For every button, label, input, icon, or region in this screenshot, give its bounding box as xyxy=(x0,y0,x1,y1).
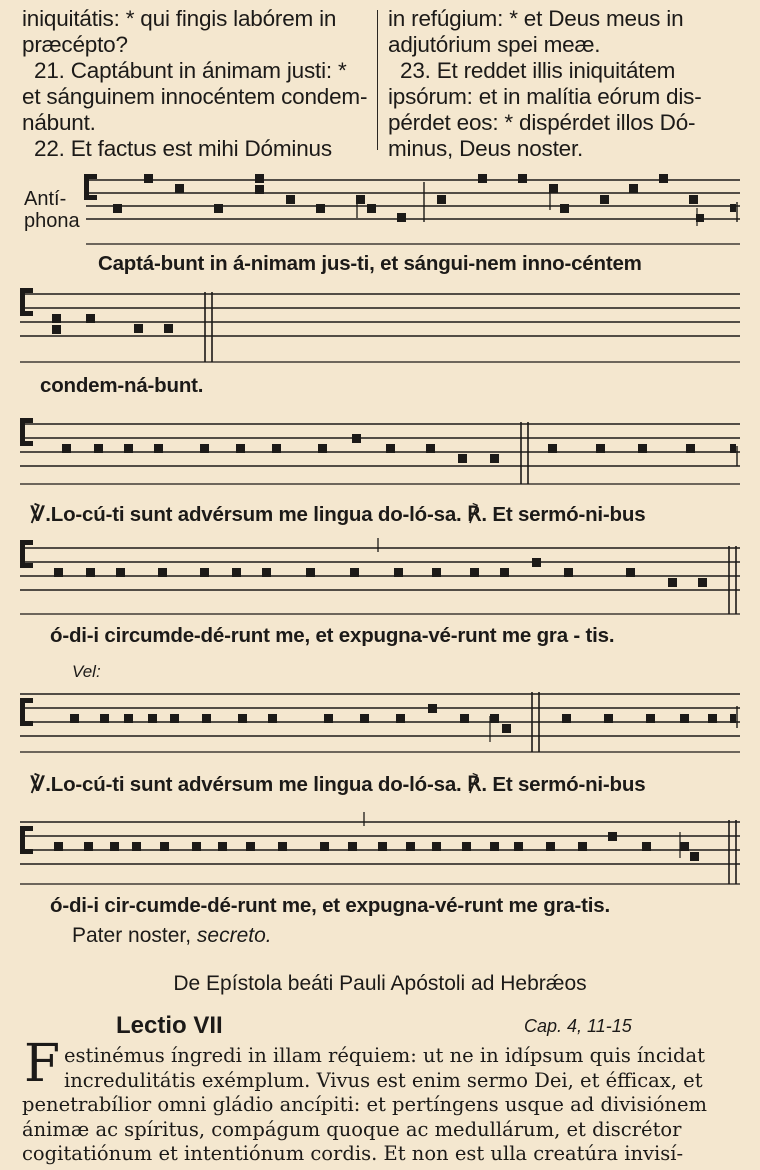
pater-noster-rubric xyxy=(72,924,272,948)
psalm-line: nábunt. xyxy=(22,110,96,135)
lectio-line-text: ánimæ ac spíritus, compágum quoque ac medullárum, et discrétor xyxy=(22,1117,682,1141)
lectio-line xyxy=(22,1069,740,1094)
lectio-title: Lectio VII xyxy=(116,1012,223,1039)
antiphon-lyrics-2: condem-ná-bunt. xyxy=(40,374,204,397)
versicle-2-lyrics-1: ℣.Lo-cú-ti sunt advérsum me lingua do-ló-sa. ℟. Et sermó-ni-bus xyxy=(30,773,646,796)
lectio-body xyxy=(22,1044,740,1167)
chant-staff-antiphon-1 xyxy=(0,160,760,260)
epistle-title: De Epístola beáti Pauli Apóstoli ad Hebrǽos xyxy=(173,972,587,995)
versicle-1-lyrics-2: ó-di-i circumde-dé-runt me, et expugna-vé-runt me gra - tis. xyxy=(50,624,615,647)
psalm-verse-23: 23. Et reddet illis iniquitátem xyxy=(400,58,676,83)
lectio-reference: Cap. 4, 11-15 xyxy=(524,1016,632,1036)
psalm-line: in refúgium: * et Deus meus in xyxy=(388,6,684,31)
chant-staff-versicle-1b xyxy=(0,532,760,622)
lectio-line xyxy=(22,1142,740,1167)
antiphon-lyrics-1: Captá-bunt in á-nimam jus-ti, et sángui-nem inno-céntem xyxy=(98,252,642,275)
psalm-left-column xyxy=(22,6,368,162)
psalm-line: iniquitátis: * qui fingis labórem in xyxy=(22,6,337,31)
lectio-line xyxy=(22,1118,740,1143)
psalm-line: præcépto? xyxy=(22,32,128,57)
lectio-line xyxy=(22,1093,740,1118)
lectio-line-text: penetrabílior omni gládio ancípiti: et pertíngens usque ad divisiónem xyxy=(22,1093,708,1116)
psalm-line: minus, Deus noster. xyxy=(388,136,584,161)
lectio-line-text: cogitatiónum et intentiónum cordis. Et non est ulla creatúra invisí- xyxy=(22,1142,684,1165)
versicle-2-lyrics-2: ó-di-i cir-cumde-dé-runt me, et expugna-vé-runt me gra-tis. xyxy=(50,894,610,917)
psalm-right-column xyxy=(388,6,738,162)
drop-cap: F xyxy=(24,1034,61,1094)
chant-staff-versicle-1a xyxy=(0,408,760,488)
pater-secreto: secreto. xyxy=(196,924,272,947)
pater-text: Pater noster, xyxy=(72,924,192,947)
psalm-verse-21: 21. Captábunt in ánimam justi: * xyxy=(34,58,347,83)
antiphon-label-1: Antí- xyxy=(24,188,67,210)
psalm-line: ipsórum: et in malítia eórum dis- xyxy=(388,84,702,109)
lectio-line-text: incredulitátis exémplum. Vivus est enim sermo Dei, et éfficax, et xyxy=(64,1068,703,1092)
vel-label: Vel: xyxy=(72,662,101,681)
chant-staff-antiphon-2 xyxy=(0,284,760,364)
lectio-line-text: estinémus íngredi in illam réquiem: ut ne in idípsum quis íncidat xyxy=(64,1044,705,1067)
chant-staff-versicle-2a xyxy=(0,686,760,766)
versicle-1-lyrics-1: ℣.Lo-cú-ti sunt advérsum me lingua do-ló-sa. ℟. Et sermó-ni-bus xyxy=(30,503,646,526)
column-divider xyxy=(377,10,378,150)
psalm-line: et sánguinem innocéntem condem- xyxy=(22,84,368,109)
lectio-line xyxy=(22,1044,740,1069)
antiphon-label-2: phona xyxy=(24,210,80,232)
psalm-line: adjutórium spei meæ. xyxy=(388,32,601,57)
psalm-line: pérdet eos: * dispérdet illos Dó- xyxy=(388,110,696,135)
chant-staff-versicle-2b xyxy=(0,808,760,898)
psalm-verse-22: 22. Et factus est mihi Dóminus xyxy=(34,136,332,161)
